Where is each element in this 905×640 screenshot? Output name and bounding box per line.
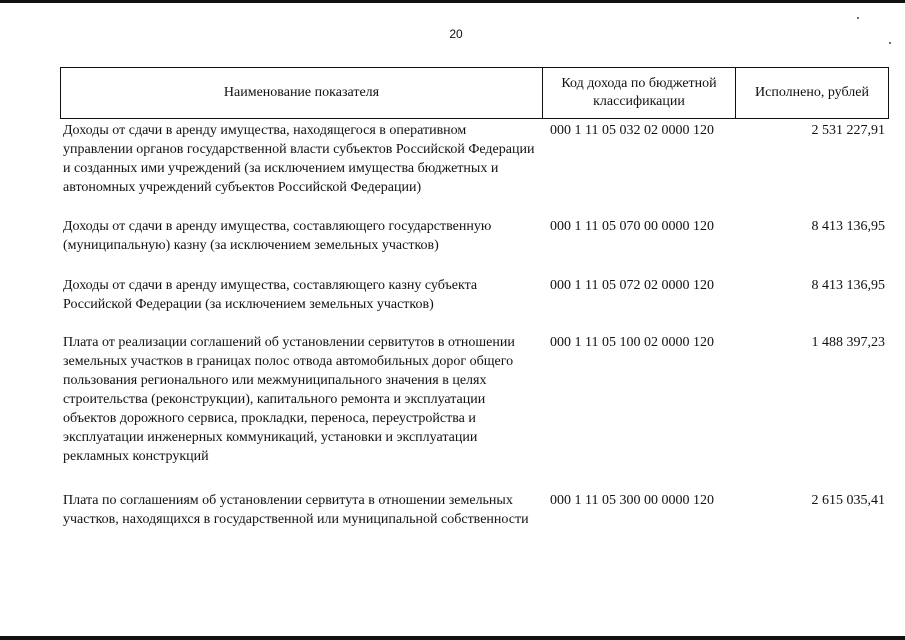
header-amount: Исполнено, рублей: [755, 85, 869, 100]
scan-speck: [889, 42, 891, 44]
row-name: Плата от реализации соглашений об установлении сервитутов в отношении земельных участков в границах полос отвода автомобильных дорог общего пользования регионального или межмуниципального значения в целях строительства (реконструкции), капитального ремонта и эксплуатации объектов дорожного сервиса, прокладки, переноса, переустройства и эксплуатации инженерных коммуникаций, установки и эксплуатации рекламных конструкций: [63, 335, 515, 464]
row-code: 000 1 11 05 070 00 0000 120: [550, 219, 714, 234]
row-code: 000 1 11 05 072 02 0000 120: [550, 278, 714, 293]
row-name: Доходы от сдачи в аренду имущества, находящегося в оперативном управлении органов государственной власти субъектов Российской Федерации и созданных ими учреждений (за исключением имущества бюджетных и автономных учреждений субъектов Российской Федерации): [63, 123, 535, 195]
row-amount: 2 615 035,41: [811, 493, 885, 508]
row-code: 000 1 11 05 032 02 0000 120: [550, 123, 714, 138]
row-name: Доходы от сдачи в аренду имущества, составляющего казну субъекта Российской Федерации (за исключением земельных участков): [63, 278, 478, 312]
row-code: 000 1 11 05 100 02 0000 120: [550, 335, 714, 350]
row-amount: 1 488 397,23: [811, 335, 885, 350]
row-name: Плата по соглашениям об установлении сервитута в отношении земельных участков, находящихся в государственной или муниципальной собственности: [63, 493, 529, 527]
header-name: Наименование показателя: [61, 68, 543, 118]
header-code: Код дохода по бюджетной классификации: [543, 68, 736, 118]
row-name: Доходы от сдачи в аренду имущества, составляющего государственную (муниципальную) казну (за исключением земельных участков): [63, 219, 492, 253]
row-code: 000 1 11 05 300 00 0000 120: [550, 493, 714, 508]
top-border: [0, 0, 905, 3]
page-number: 20: [449, 27, 463, 41]
revenue-table: [60, 67, 889, 527]
row-amount: 2 531 227,91: [811, 123, 885, 138]
table-header: [60, 67, 889, 119]
row-amount: 8 413 136,95: [811, 278, 885, 293]
scan-speck: [857, 17, 859, 19]
row-amount: 8 413 136,95: [811, 219, 885, 234]
bottom-border: [0, 636, 905, 640]
